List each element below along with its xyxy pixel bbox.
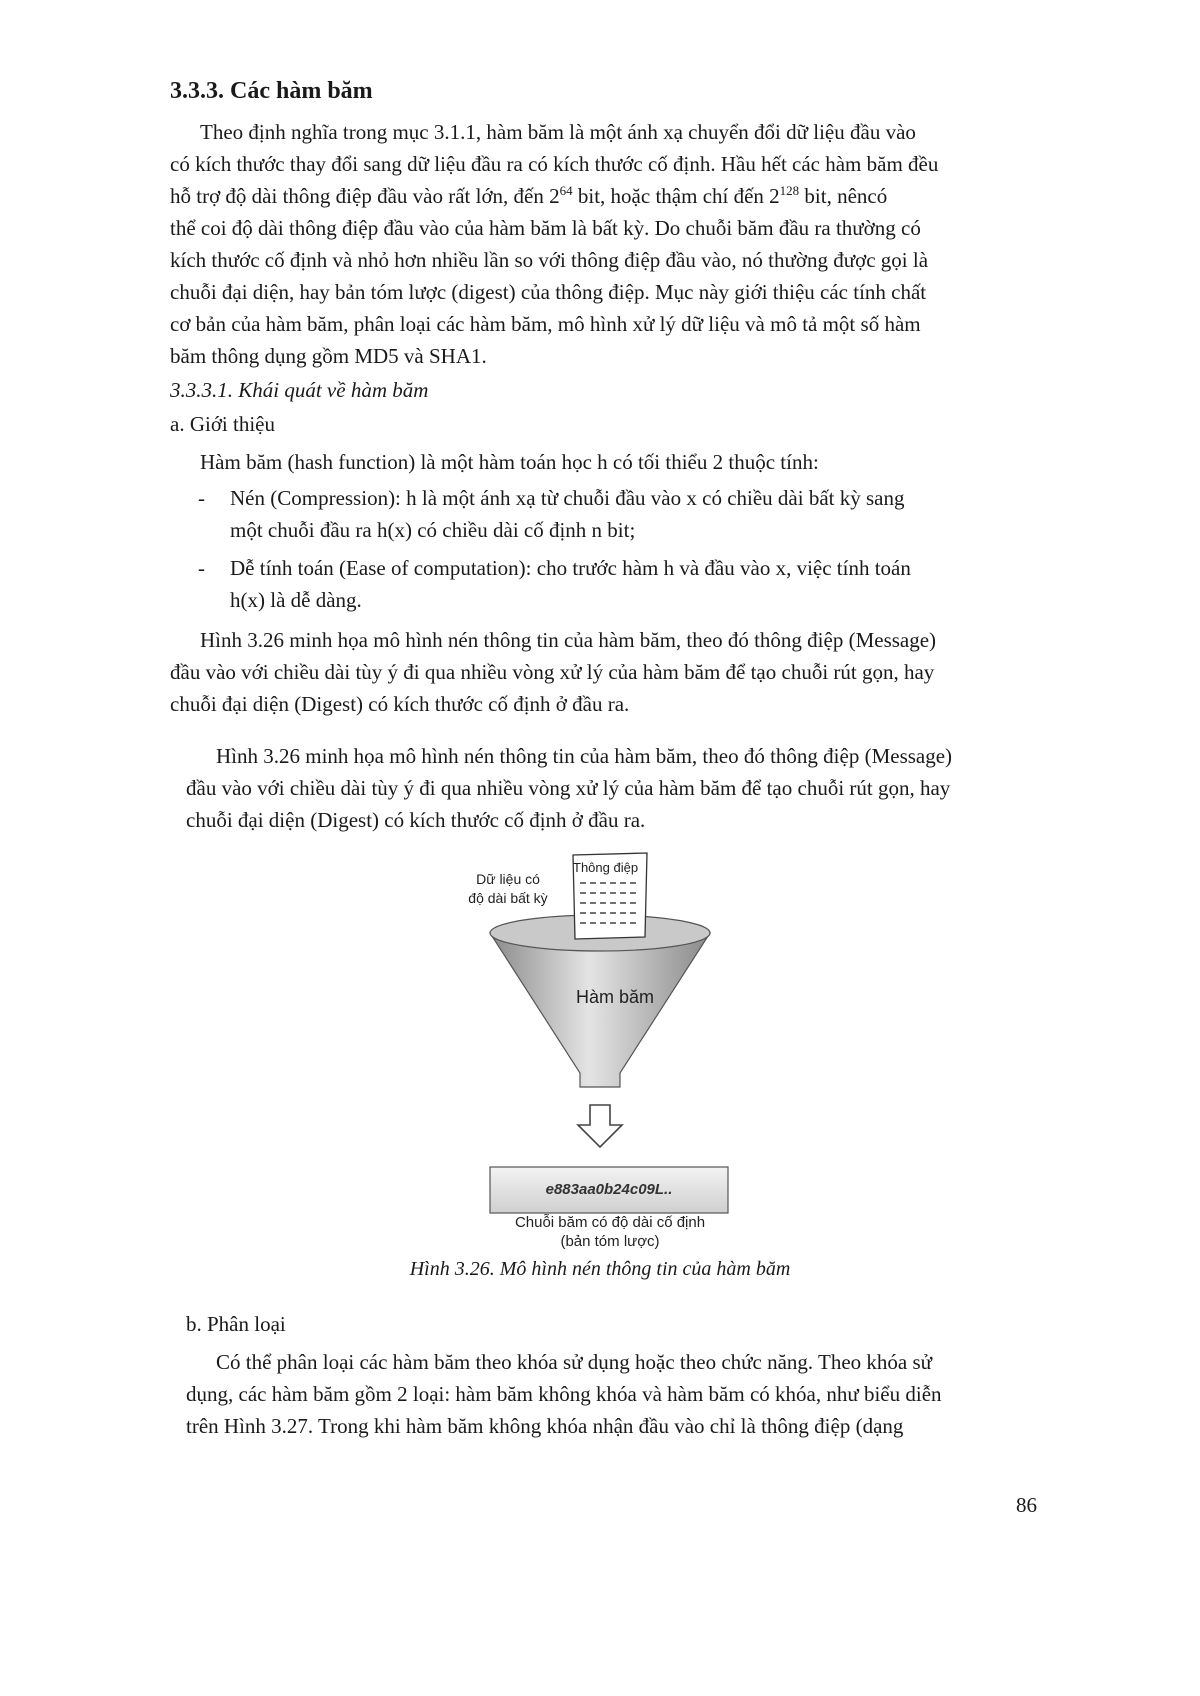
input-label: Dữ liệu có độ dài bất kỳ bbox=[468, 871, 548, 906]
intro-line-7: cơ bản của hàm băm, phân loại các hàm băm, mô hình xử lý dữ liệu và mô tả một số hàm bbox=[170, 312, 921, 336]
intro-line-4: thể coi độ dài thông điệp đầu vào của hàm băm là bất kỳ. Do chuỗi băm đầu ra thường có bbox=[170, 216, 921, 240]
a-intro: Hàm băm (hash function) là một hàm toán học h có tối thiểu 2 thuộc tính: bbox=[200, 450, 819, 474]
subsection-heading: 3.3.3.1. Khái quát về hàm băm bbox=[170, 378, 429, 402]
fig-desc-2-line-2: đầu vào với chiều dài tùy ý đi qua nhiều vòng xử lý của hàm băm để tạo chuỗi rút gọn, hay bbox=[186, 776, 951, 800]
section-heading: 3.3.3. Các hàm băm bbox=[170, 78, 373, 104]
bullet-line: một chuỗi đầu ra h(x) có chiều dài cố định n bit; bbox=[230, 518, 636, 542]
classification-line-3: trên Hình 3.27. Trong khi hàm băm không khóa nhận đầu vào chỉ là thông điệp (dạng bbox=[186, 1414, 904, 1438]
fig-desc-1-line-2: đầu vào với chiều dài tùy ý đi qua nhiều vòng xử lý của hàm băm để tạo chuỗi rút gọn, hay bbox=[170, 660, 935, 684]
classification-line-1: Có thể phân loại các hàm băm theo khóa sử dụng hoặc theo chức năng. Theo khóa sử bbox=[216, 1350, 933, 1374]
bullet-line: Nén (Compression): h là một ánh xạ từ chuỗi đầu vào x có chiều dài bất kỳ sang bbox=[230, 486, 905, 510]
bullet-item-2 bbox=[198, 552, 1030, 616]
bullet-line: Dễ tính toán (Ease of computation): cho trước hàm h và đầu vào x, việc tính toán bbox=[230, 556, 911, 580]
fig-desc-1-line-1: Hình 3.26 minh họa mô hình nén thông tin của hàm băm, theo đó thông điệp (Message) bbox=[200, 628, 937, 652]
subheading-a: a. Giới thiệu bbox=[170, 412, 275, 436]
intro-line-1: Theo định nghĩa trong mục 3.1.1, hàm băm là một ánh xạ chuyển đổi dữ liệu đầu vào bbox=[200, 120, 916, 144]
digest-value: e883aa0b24c09L.. bbox=[545, 1181, 673, 1198]
intro-line-2: có kích thước thay đổi sang dữ liệu đầu ra có kích thước cố định. Hầu hết các hàm băm đều bbox=[170, 152, 939, 176]
fig-desc-2-line-3: chuỗi đại diện (Digest) có kích thước cố định ở đầu ra. bbox=[186, 808, 646, 832]
funnel-shape bbox=[490, 933, 710, 1087]
classification-line-2: dụng, các hàm băm gồm 2 loại: hàm băm không khóa và hàm băm có khóa, như biểu diễn bbox=[186, 1382, 942, 1406]
fig-desc-1-line-3: chuỗi đại diện (Digest) có kích thước cố định ở đầu ra. bbox=[170, 692, 630, 716]
fig-desc-2-line-1: Hình 3.26 minh họa mô hình nén thông tin của hàm băm, theo đó thông điệp (Message) bbox=[216, 744, 953, 768]
intro-line-5: kích thước cố định và nhỏ hơn nhiều lần so với thông điệp đầu vào, nó thường được gọi là bbox=[170, 248, 929, 272]
bullet-item-1 bbox=[198, 482, 1030, 546]
output-label: Chuỗi băm có độ dài cố định (bản tóm lược) bbox=[514, 1214, 706, 1250]
bullet-dash: - bbox=[198, 486, 205, 510]
message-label: Thông điệp bbox=[573, 860, 639, 875]
bullet-line: h(x) là dễ dàng. bbox=[230, 588, 362, 612]
bullet-dash: - bbox=[198, 556, 205, 580]
intro-line-3: hỗ trợ độ dài thông điệp đầu vào rất lớn, đến $2^{64}$ bit, hoặc thậm chí đến $2^{128}$ bit, nêncó bbox=[170, 183, 888, 208]
page-number: 86 bbox=[1016, 1493, 1037, 1517]
intro-line-6: chuỗi đại diện, hay bản tóm lược (digest) của thông điệp. Mục này giới thiệu các tính chất bbox=[170, 280, 927, 304]
figure-caption: Hình 3.26. Mô hình nén thông tin của hàm băm bbox=[409, 1258, 791, 1280]
funnel-label: Hàm băm bbox=[575, 987, 655, 1007]
subheading-b: b. Phân loại bbox=[186, 1312, 286, 1336]
down-arrow-icon bbox=[578, 1105, 622, 1147]
intro-line-8: băm thông dụng gồm MD5 và SHA1. bbox=[170, 344, 487, 368]
